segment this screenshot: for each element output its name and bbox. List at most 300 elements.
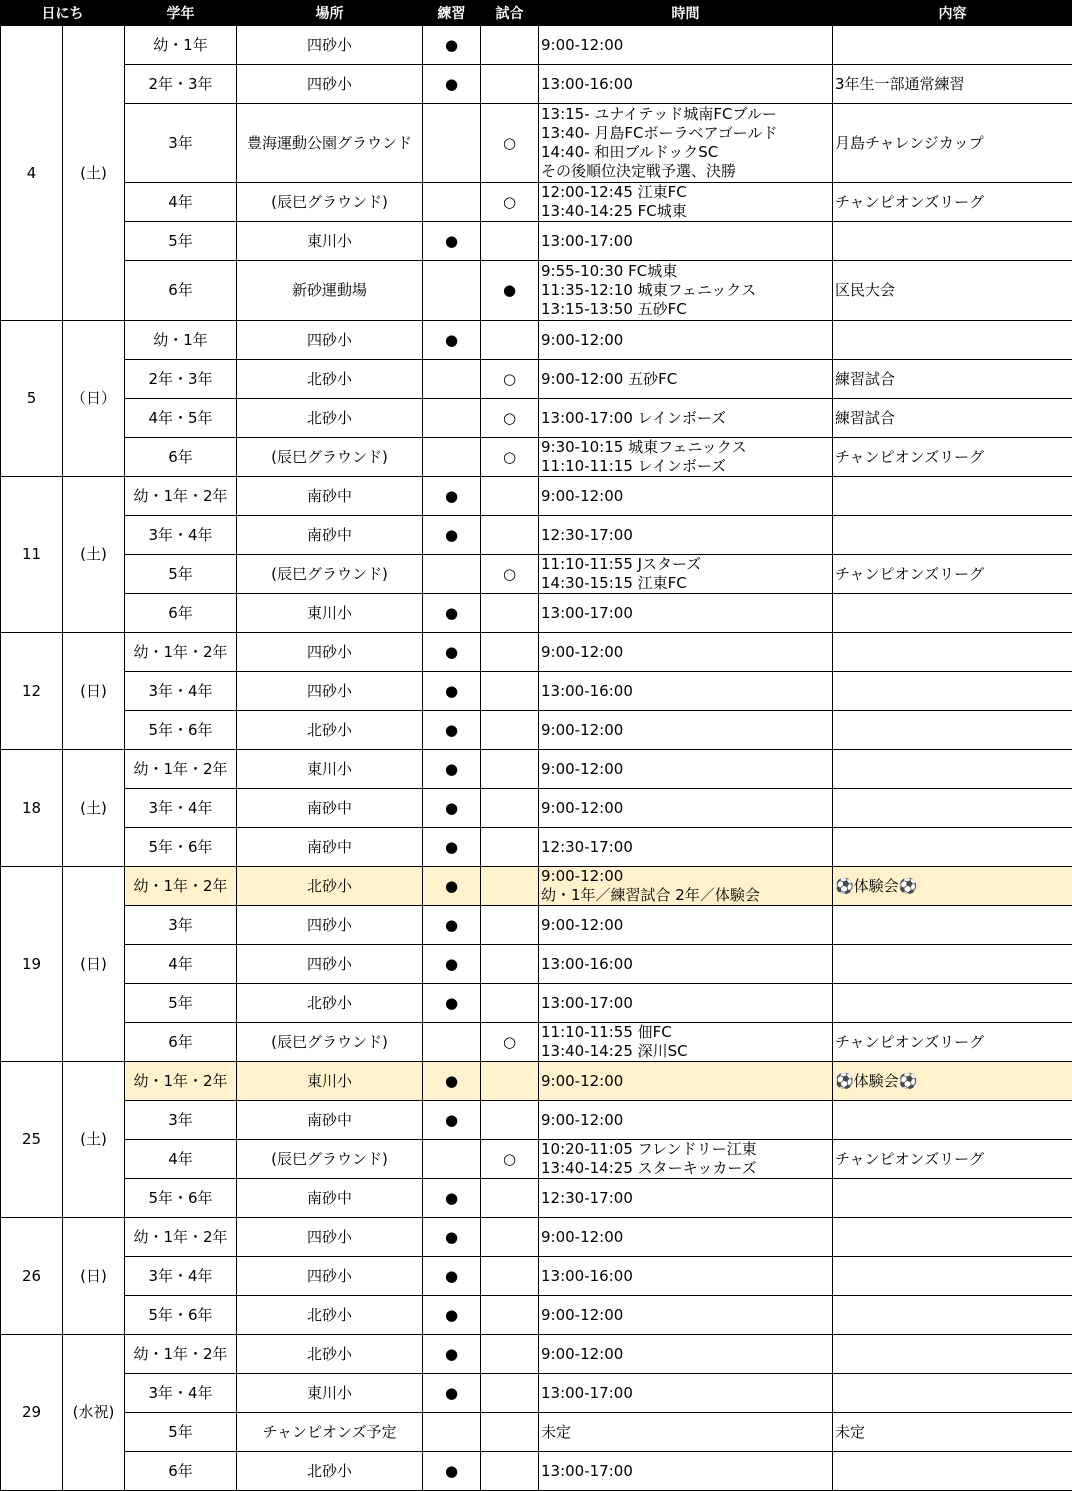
table-row	[1, 438, 1072, 477]
match-mark: ○	[481, 1140, 539, 1179]
content-cell	[833, 1374, 1072, 1413]
place-cell: 東川小	[237, 1062, 423, 1101]
practice-mark: ●	[423, 750, 481, 789]
match-mark	[481, 65, 539, 104]
date-cell: 5	[1, 321, 63, 477]
time-line: 9:00-12:00	[541, 486, 624, 505]
time-cell	[539, 555, 833, 594]
grade-cell: 幼・1年・2年	[125, 1062, 237, 1101]
content-cell: チャンピオンズリーグ	[833, 1140, 1072, 1179]
place-cell: 東川小	[237, 594, 423, 633]
place-cell: (辰巳グラウンド)	[237, 183, 423, 222]
practice-mark	[423, 438, 481, 477]
time-line: 12:00-12:45 江東FC	[541, 183, 687, 201]
place-cell: 南砂中	[237, 789, 423, 828]
time-line: 13:00-16:00	[541, 954, 633, 973]
place-cell: 東川小	[237, 222, 423, 261]
place-cell: 北砂小	[237, 984, 423, 1023]
header-practice: 練習	[423, 1, 481, 26]
table-row	[1, 321, 1072, 360]
table-row	[1, 1179, 1072, 1218]
time-line: 9:00-12:00	[541, 867, 624, 885]
header-time: 時間	[539, 1, 833, 26]
match-mark	[481, 633, 539, 672]
date-cell: 18	[1, 750, 63, 867]
place-cell: 四砂小	[237, 672, 423, 711]
table-row	[1, 594, 1072, 633]
time-line: 13:00-16:00	[541, 681, 633, 700]
table-row	[1, 1140, 1072, 1179]
date-cell: 4	[1, 26, 63, 321]
match-mark	[481, 26, 539, 65]
time-cell	[539, 906, 833, 945]
practice-mark: ●	[423, 1296, 481, 1335]
time-cell	[539, 104, 833, 183]
practice-mark	[423, 183, 481, 222]
practice-mark	[423, 1413, 481, 1452]
place-cell: チャンピオンズ予定	[237, 1413, 423, 1452]
time-line: 11:10-11:55 Jスターズ	[541, 555, 702, 573]
content-cell	[833, 828, 1072, 867]
time-cell	[539, 360, 833, 399]
weekday-cell: (日)	[63, 1218, 125, 1335]
content-cell: チャンピオンズリーグ	[833, 183, 1072, 222]
time-cell	[539, 633, 833, 672]
place-cell: 北砂小	[237, 1296, 423, 1335]
practice-mark: ●	[423, 1179, 481, 1218]
match-mark	[481, 1062, 539, 1101]
grade-cell: 5年・6年	[125, 828, 237, 867]
match-mark	[481, 672, 539, 711]
content-cell	[833, 1257, 1072, 1296]
time-cell	[539, 1140, 833, 1179]
time-cell	[539, 477, 833, 516]
match-mark	[481, 1413, 539, 1452]
time-cell	[539, 672, 833, 711]
date-cell: 19	[1, 867, 63, 1062]
practice-mark: ●	[423, 1101, 481, 1140]
grade-cell: 4年・5年	[125, 399, 237, 438]
grade-cell: 4年	[125, 183, 237, 222]
time-cell	[539, 516, 833, 555]
content-cell: ⚽体験会⚽	[833, 867, 1072, 906]
time-line: 11:10-11:55 佃FC	[541, 1023, 672, 1041]
table-row	[1, 1374, 1072, 1413]
table-row	[1, 1452, 1072, 1491]
grade-cell: 幼・1年・2年	[125, 633, 237, 672]
match-mark	[481, 867, 539, 906]
time-line: 9:00-12:00	[541, 330, 624, 349]
place-cell: 四砂小	[237, 65, 423, 104]
place-cell: 東川小	[237, 1374, 423, 1413]
header-place: 場所	[237, 1, 423, 26]
time-line: 9:00-12:00	[541, 35, 624, 54]
table-row	[1, 750, 1072, 789]
table-row	[1, 984, 1072, 1023]
match-mark	[481, 516, 539, 555]
time-line: 幼・1年／練習試合 2年／体験会	[541, 886, 760, 904]
time-cell	[539, 867, 833, 906]
content-cell: 練習試合	[833, 360, 1072, 399]
time-line: 9:30-10:15 城東フェニックス	[541, 438, 747, 456]
match-mark	[481, 1452, 539, 1491]
practice-mark: ●	[423, 867, 481, 906]
time-line: 13:40-14:25 スターキッカーズ	[541, 1159, 757, 1177]
content-cell	[833, 1179, 1072, 1218]
practice-mark: ●	[423, 65, 481, 104]
practice-mark: ●	[423, 26, 481, 65]
practice-mark: ●	[423, 945, 481, 984]
match-mark: ○	[481, 399, 539, 438]
time-line: 13:00-17:00	[541, 231, 633, 250]
place-cell: 四砂小	[237, 26, 423, 65]
table-row	[1, 516, 1072, 555]
content-cell: チャンピオンズリーグ	[833, 1023, 1072, 1062]
time-line: 9:00-12:00	[541, 1344, 624, 1363]
table-row	[1, 633, 1072, 672]
grade-cell: 幼・1年・2年	[125, 477, 237, 516]
match-mark: ○	[481, 438, 539, 477]
grade-cell: 幼・1年・2年	[125, 750, 237, 789]
place-cell: 南砂中	[237, 477, 423, 516]
weekday-cell: (水祝)	[63, 1335, 125, 1491]
time-line: 9:00-12:00	[541, 798, 624, 817]
match-mark: ○	[481, 104, 539, 183]
time-line: 13:15- ユナイテッド城南FCブルー	[541, 105, 777, 123]
content-cell	[833, 633, 1072, 672]
table-row	[1, 555, 1072, 594]
practice-mark	[423, 104, 481, 183]
match-mark	[481, 906, 539, 945]
time-line: 12:30-17:00	[541, 1188, 633, 1207]
table-row	[1, 789, 1072, 828]
time-line: 13:00-17:00	[541, 603, 633, 622]
table-row	[1, 1257, 1072, 1296]
match-mark	[481, 477, 539, 516]
weekday-cell: （日）	[63, 321, 125, 477]
place-cell: (辰巳グラウンド)	[237, 555, 423, 594]
table-row	[1, 1023, 1072, 1062]
time-line: 12:30-17:00	[541, 525, 633, 544]
content-cell	[833, 906, 1072, 945]
place-cell: 豊海運動公園グラウンド	[237, 104, 423, 183]
place-cell: 四砂小	[237, 906, 423, 945]
place-cell: (辰巳グラウンド)	[237, 1140, 423, 1179]
grade-cell: 3年・4年	[125, 1374, 237, 1413]
place-cell: 四砂小	[237, 1218, 423, 1257]
table-row	[1, 104, 1072, 183]
content-cell	[833, 594, 1072, 633]
grade-cell: 5年	[125, 555, 237, 594]
time-line: 11:35-12:10 城東フェニックス	[541, 281, 757, 299]
content-cell	[833, 750, 1072, 789]
content-cell	[833, 1296, 1072, 1335]
time-line: 9:00-12:00	[541, 642, 624, 661]
header-row	[1, 1, 1072, 26]
time-line: 9:00-12:00	[541, 720, 624, 739]
content-cell	[833, 477, 1072, 516]
time-cell	[539, 750, 833, 789]
practice-mark: ●	[423, 1452, 481, 1491]
match-mark	[481, 945, 539, 984]
grade-cell: 幼・1年・2年	[125, 1335, 237, 1374]
grade-cell: 5年・6年	[125, 1296, 237, 1335]
practice-mark	[423, 399, 481, 438]
place-cell: 北砂小	[237, 711, 423, 750]
grade-cell: 3年・4年	[125, 516, 237, 555]
table-row	[1, 672, 1072, 711]
grade-cell: 3年	[125, 104, 237, 183]
match-mark	[481, 789, 539, 828]
match-mark	[481, 321, 539, 360]
practice-mark: ●	[423, 789, 481, 828]
match-mark	[481, 1218, 539, 1257]
table-row	[1, 26, 1072, 65]
time-cell	[539, 222, 833, 261]
place-cell: 南砂中	[237, 516, 423, 555]
practice-mark: ●	[423, 906, 481, 945]
time-cell	[539, 1452, 833, 1491]
practice-mark: ●	[423, 1335, 481, 1374]
schedule-body	[1, 26, 1072, 1491]
practice-mark: ●	[423, 1062, 481, 1101]
practice-mark: ●	[423, 222, 481, 261]
grade-cell: 6年	[125, 1023, 237, 1062]
time-line: 13:40- 月島FCボーラベアゴールド	[541, 124, 778, 142]
time-cell	[539, 438, 833, 477]
time-line: 13:00-17:00	[541, 1383, 633, 1402]
match-mark	[481, 1374, 539, 1413]
place-cell: 四砂小	[237, 945, 423, 984]
grade-cell: 6年	[125, 1452, 237, 1491]
date-cell: 26	[1, 1218, 63, 1335]
place-cell: 東川小	[237, 750, 423, 789]
content-cell	[833, 516, 1072, 555]
practice-mark	[423, 360, 481, 399]
grade-cell: 6年	[125, 261, 237, 321]
grade-cell: 4年	[125, 945, 237, 984]
time-cell	[539, 1335, 833, 1374]
match-mark	[481, 1296, 539, 1335]
grade-cell: 2年・3年	[125, 360, 237, 399]
time-line: 9:55-10:30 FC城東	[541, 262, 678, 280]
practice-mark: ●	[423, 828, 481, 867]
time-cell	[539, 1062, 833, 1101]
content-cell	[833, 789, 1072, 828]
time-cell	[539, 594, 833, 633]
time-cell	[539, 789, 833, 828]
match-mark: ○	[481, 1023, 539, 1062]
content-cell	[833, 222, 1072, 261]
practice-mark: ●	[423, 516, 481, 555]
content-cell: 区民大会	[833, 261, 1072, 321]
grade-cell: 3年	[125, 906, 237, 945]
table-row	[1, 477, 1072, 516]
header-match: 試合	[481, 1, 539, 26]
content-cell	[833, 945, 1072, 984]
content-cell: 3年生一部通常練習	[833, 65, 1072, 104]
date-cell: 12	[1, 633, 63, 750]
time-line: 13:40-14:25 深川SC	[541, 1042, 688, 1060]
weekday-cell: (土)	[63, 1062, 125, 1218]
time-line: その後順位決定戦予選、決勝	[541, 162, 737, 180]
grade-cell: 幼・1年・2年	[125, 1218, 237, 1257]
grade-cell: 3年・4年	[125, 789, 237, 828]
grade-cell: 5年・6年	[125, 1179, 237, 1218]
grade-cell: 幼・1年・2年	[125, 867, 237, 906]
time-cell	[539, 65, 833, 104]
time-line: 11:10-11:15 レインボーズ	[541, 457, 727, 475]
practice-mark: ●	[423, 1218, 481, 1257]
content-cell	[833, 984, 1072, 1023]
practice-mark: ●	[423, 321, 481, 360]
match-mark	[481, 1257, 539, 1296]
practice-mark	[423, 261, 481, 321]
table-row	[1, 360, 1072, 399]
place-cell: 北砂小	[237, 1452, 423, 1491]
match-mark	[481, 750, 539, 789]
content-cell	[833, 672, 1072, 711]
time-line: 13:00-17:00	[541, 1461, 633, 1480]
time-line: 9:00-12:00	[541, 915, 624, 934]
match-mark	[481, 1335, 539, 1374]
content-cell	[833, 1218, 1072, 1257]
time-line: 13:00-17:00	[541, 993, 633, 1012]
match-mark: ○	[481, 183, 539, 222]
weekday-cell: (日)	[63, 867, 125, 1062]
match-mark	[481, 594, 539, 633]
table-row	[1, 1101, 1072, 1140]
practice-mark: ●	[423, 1374, 481, 1413]
practice-mark: ●	[423, 672, 481, 711]
time-cell	[539, 828, 833, 867]
time-line: 13:15-13:50 五砂FC	[541, 300, 687, 318]
place-cell: 新砂運動場	[237, 261, 423, 321]
grade-cell: 幼・1年	[125, 26, 237, 65]
practice-mark	[423, 555, 481, 594]
table-row	[1, 1296, 1072, 1335]
time-cell	[539, 984, 833, 1023]
practice-mark: ●	[423, 984, 481, 1023]
time-line: 9:00-12:00	[541, 1110, 624, 1129]
time-cell	[539, 1101, 833, 1140]
match-mark: ○	[481, 555, 539, 594]
time-cell	[539, 1257, 833, 1296]
time-line: 14:30-15:15 江東FC	[541, 574, 687, 592]
time-line: 10:20-11:05 フレンドリー江東	[541, 1140, 757, 1158]
time-cell	[539, 1218, 833, 1257]
content-cell: 月島チャレンジカップ	[833, 104, 1072, 183]
time-cell	[539, 711, 833, 750]
time-cell	[539, 1023, 833, 1062]
place-cell: (辰巳グラウンド)	[237, 438, 423, 477]
table-row	[1, 399, 1072, 438]
table-row	[1, 945, 1072, 984]
practice-mark: ●	[423, 477, 481, 516]
grade-cell: 5年・6年	[125, 711, 237, 750]
table-row	[1, 711, 1072, 750]
time-cell	[539, 1413, 833, 1452]
time-line: 14:40- 和田ブルドックSC	[541, 143, 719, 161]
header-grade: 学年	[125, 1, 237, 26]
content-cell	[833, 26, 1072, 65]
time-line: 13:00-16:00	[541, 74, 633, 93]
practice-mark	[423, 1140, 481, 1179]
place-cell: 北砂小	[237, 360, 423, 399]
match-mark	[481, 984, 539, 1023]
place-cell: 北砂小	[237, 399, 423, 438]
time-line: 12:30-17:00	[541, 837, 633, 856]
place-cell: 南砂中	[237, 828, 423, 867]
table-row	[1, 906, 1072, 945]
time-cell	[539, 183, 833, 222]
time-cell	[539, 1374, 833, 1413]
place-cell: 北砂小	[237, 867, 423, 906]
content-cell	[833, 711, 1072, 750]
time-cell	[539, 261, 833, 321]
grade-cell: 幼・1年	[125, 321, 237, 360]
place-cell: 北砂小	[237, 1335, 423, 1374]
grade-cell: 5年	[125, 222, 237, 261]
time-line: 13:00-16:00	[541, 1266, 633, 1285]
content-cell	[833, 1101, 1072, 1140]
table-row	[1, 1335, 1072, 1374]
content-cell: 未定	[833, 1413, 1072, 1452]
content-cell	[833, 321, 1072, 360]
table-row	[1, 1062, 1072, 1101]
date-cell: 11	[1, 477, 63, 633]
match-mark: ○	[481, 360, 539, 399]
match-mark	[481, 828, 539, 867]
content-cell	[833, 1335, 1072, 1374]
grade-cell: 3年・4年	[125, 1257, 237, 1296]
header-content: 内容	[833, 1, 1072, 26]
place-cell: 四砂小	[237, 633, 423, 672]
grade-cell: 4年	[125, 1140, 237, 1179]
match-mark	[481, 1101, 539, 1140]
content-cell: ⚽体験会⚽	[833, 1062, 1072, 1101]
time-cell	[539, 1296, 833, 1335]
time-line: 9:00-12:00	[541, 1227, 624, 1246]
match-mark	[481, 1179, 539, 1218]
time-line: 13:40-14:25 FC城東	[541, 202, 687, 220]
grade-cell: 6年	[125, 594, 237, 633]
time-line: 13:00-17:00 レインボーズ	[541, 408, 727, 427]
grade-cell: 3年	[125, 1101, 237, 1140]
weekday-cell: (土)	[63, 750, 125, 867]
place-cell: (辰巳グラウンド)	[237, 1023, 423, 1062]
weekday-cell: (日)	[63, 633, 125, 750]
time-cell	[539, 399, 833, 438]
content-cell: チャンピオンズリーグ	[833, 438, 1072, 477]
table-row	[1, 222, 1072, 261]
time-line: 9:00-12:00	[541, 759, 624, 778]
table-row	[1, 1413, 1072, 1452]
place-cell: 四砂小	[237, 1257, 423, 1296]
match-mark	[481, 711, 539, 750]
time-line: 9:00-12:00 五砂FC	[541, 369, 678, 388]
match-mark	[481, 222, 539, 261]
table-row	[1, 183, 1072, 222]
table-row	[1, 867, 1072, 906]
table-row	[1, 828, 1072, 867]
time-cell	[539, 26, 833, 65]
table-row	[1, 1218, 1072, 1257]
weekday-cell: (土)	[63, 477, 125, 633]
time-cell	[539, 1179, 833, 1218]
time-cell	[539, 321, 833, 360]
time-line: 9:00-12:00	[541, 1071, 624, 1090]
